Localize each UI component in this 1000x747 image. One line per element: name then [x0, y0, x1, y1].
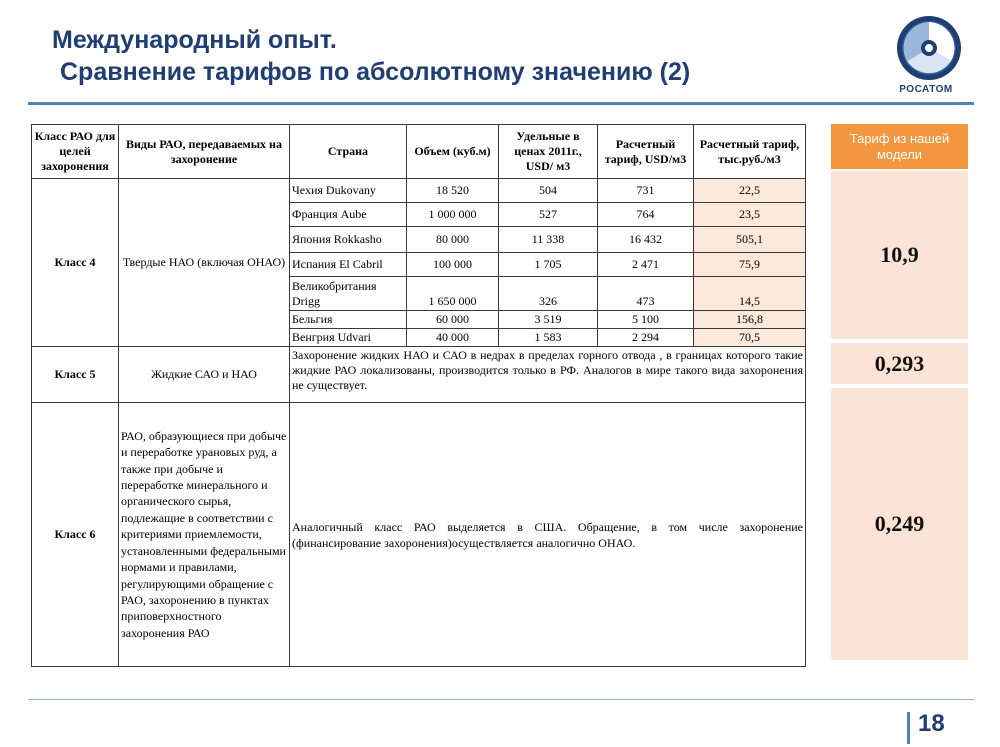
specific-cell: 527 [499, 203, 598, 227]
usd-cell: 2 471 [598, 253, 694, 277]
country-cell: Франция Aube [290, 203, 407, 227]
usd-cell: 764 [598, 203, 694, 227]
rub-cell: 75,9 [694, 253, 806, 277]
usd-cell: 731 [598, 179, 694, 203]
model-tariff-class6: 0,249 [831, 388, 968, 660]
country-cell: Венгрия Udvari [290, 329, 407, 347]
usd-cell: 5 100 [598, 311, 694, 329]
title-divider [28, 102, 974, 105]
table-row [32, 347, 806, 403]
class5-label: Класс 5 [32, 347, 119, 403]
specific-cell: 1 705 [499, 253, 598, 277]
volume-cell: 1 000 000 [407, 203, 499, 227]
class4-label: Класс 4 [32, 179, 119, 347]
volume-cell: 100 000 [407, 253, 499, 277]
specific-cell: 504 [499, 179, 598, 203]
header-kind: Виды РАО, передаваемых на захоронение [119, 125, 290, 179]
model-tariff-header: Тариф из нашей модели [831, 124, 968, 169]
header-country: Страна [290, 125, 407, 179]
specific-cell: 3 519 [499, 311, 598, 329]
country-cell: Бельгия [290, 311, 407, 329]
usd-cell: 16 432 [598, 227, 694, 253]
volume-cell: 60 000 [407, 311, 499, 329]
rub-cell: 22,5 [694, 179, 806, 203]
table-row [32, 403, 806, 667]
page-number-bar [907, 712, 910, 744]
header-specific-usd: Удельные в ценах 2011г., USD/ м3 [499, 125, 598, 179]
table-header-row [32, 125, 806, 179]
header-volume: Объем (куб.м) [407, 125, 499, 179]
volume-cell: 80 000 [407, 227, 499, 253]
usd-cell: 473 [598, 277, 694, 311]
rub-cell: 70,5 [694, 329, 806, 347]
country-cell: Испания El Cabril [290, 253, 407, 277]
slide-title [52, 24, 690, 88]
class6-note: Аналогичный класс РАО выделяется в США. Обращение, в том числе захоронение (финансирование захоронения)осуществляется аналогично ОНАО. [290, 403, 806, 667]
specific-cell: 11 338 [499, 227, 598, 253]
country-cell: Чехия Dukovany [290, 179, 407, 203]
specific-cell: 1 583 [499, 329, 598, 347]
model-tariff-class5: 0,293 [831, 343, 968, 384]
header-tariff-usd: Расчетный тариф, USD/м3 [598, 125, 694, 179]
rub-cell: 23,5 [694, 203, 806, 227]
rub-cell: 156,8 [694, 311, 806, 329]
class6-label: Класс 6 [32, 403, 119, 667]
table-row [32, 179, 806, 203]
footer-divider [28, 699, 974, 700]
volume-cell: 1 650 000 [407, 277, 499, 311]
rub-cell: 14,5 [694, 277, 806, 311]
country-cell: Великобритания Drigg [290, 277, 407, 311]
logo-text: РОСАТОМ [899, 84, 953, 95]
header-class: Класс РАО для целей захоронения [32, 125, 119, 179]
usd-cell: 2 294 [598, 329, 694, 347]
model-tariff-class4: 10,9 [831, 171, 968, 339]
rub-cell: 505,1 [694, 227, 806, 253]
class4-kind: Твердые НАО (включая ОНАО) [119, 179, 290, 347]
header-tariff-rub: Расчетный тариф, тыс.руб./м3 [694, 125, 806, 179]
tariff-comparison-table [31, 124, 806, 667]
page-number: 18 [918, 710, 945, 737]
specific-cell: 326 [499, 277, 598, 311]
volume-cell: 18 520 [407, 179, 499, 203]
volume-cell: 40 000 [407, 329, 499, 347]
class6-kind: РАО, образующиеся при добыче и переработке урановых руд, а также при добыче и переработке минерального и органического сырья, подлежащие в соответствии с критериями приемлемости, установленными федеральными нормами и правилами, регулирующими обращение с РАО, захоронению в пунктах приповерхностного захоронения РАО [119, 403, 290, 667]
country-cell: Япония Rokkasho [290, 227, 407, 253]
title-line-1: Международный опыт. [52, 26, 337, 54]
title-line-2: Сравнение тарифов по абсолютному значению (2) [60, 58, 691, 86]
class5-kind: Жидкие САО и НАО [119, 347, 290, 403]
class5-note: Захоронение жидких НАО и САО в недрах в пределах горного отвода , в границах которого такие жидкие РАО локализованы, производится только в РФ. Аналогов в мире такого вида захоронения не существует. [290, 347, 806, 403]
